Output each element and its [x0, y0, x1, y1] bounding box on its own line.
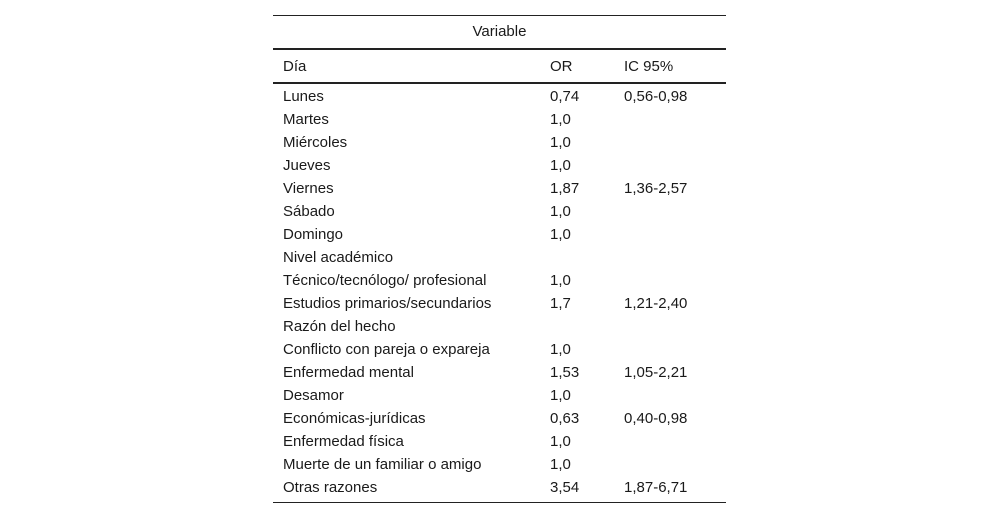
cell-variable: Viernes	[283, 180, 334, 197]
table-caption: Variable	[472, 23, 527, 40]
cell-or: 1,0	[550, 203, 571, 220]
header-variable: Día	[283, 57, 307, 75]
cell-or: 1,0	[550, 272, 571, 289]
cell-variable: Martes	[283, 111, 329, 128]
cell-variable: Miércoles	[283, 134, 348, 151]
odds-ratio-table	[273, 15, 726, 503]
cell-variable: Enfermedad mental	[283, 364, 414, 381]
table-row	[273, 384, 726, 407]
cell-or: 1,0	[550, 111, 571, 128]
table-row	[273, 269, 726, 292]
table-row	[273, 154, 726, 177]
cell-or: 1,0	[550, 387, 571, 404]
cell-or: 1,0	[550, 456, 571, 473]
table-row	[273, 85, 726, 108]
cell-variable: Otras razones	[283, 479, 378, 496]
cell-variable: Conflicto con pareja o expareja	[283, 341, 490, 358]
table-row	[273, 246, 726, 269]
table-header-row	[273, 50, 726, 82]
cell-variable: Económicas-jurídicas	[283, 410, 426, 427]
cell-variable: Nivel académico	[283, 249, 394, 266]
cell-or: 1,87	[550, 180, 580, 197]
cell-or: 0,74	[550, 88, 580, 105]
table-row	[273, 177, 726, 200]
table-row	[273, 338, 726, 361]
cell-or: 1,0	[550, 134, 571, 151]
header-ic: IC 95%	[624, 57, 674, 75]
cell-or: 1,0	[550, 157, 571, 174]
cell-ic: 1,36-2,57	[624, 180, 688, 197]
cell-variable: Jueves	[283, 157, 331, 174]
cell-variable: Sábado	[283, 203, 335, 220]
table-row	[273, 315, 726, 338]
cell-or: 3,54	[550, 479, 580, 496]
cell-ic: 1,05-2,21	[624, 364, 688, 381]
cell-ic: 1,87-6,71	[624, 479, 688, 496]
cell-variable: Muerte de un familiar o amigo	[283, 456, 482, 473]
cell-ic: 1,21-2,40	[624, 295, 688, 312]
table-row	[273, 292, 726, 315]
table-row	[273, 200, 726, 223]
header-or: OR	[550, 57, 573, 75]
cell-variable: Enfermedad física	[283, 433, 404, 450]
cell-variable: Técnico/tecnólogo/ profesional	[283, 272, 487, 289]
cell-or: 1,0	[550, 433, 571, 450]
cell-variable: Lunes	[283, 88, 324, 105]
table-row	[273, 131, 726, 154]
table-row	[273, 430, 726, 453]
cell-or: 1,53	[550, 364, 580, 381]
table-row	[273, 223, 726, 246]
cell-or: 1,7	[550, 295, 571, 312]
cell-ic: 0,40-0,98	[624, 410, 688, 427]
cell-variable: Desamor	[283, 387, 344, 404]
cell-variable: Estudios primarios/secundarios	[283, 295, 492, 312]
cell-or: 0,63	[550, 410, 580, 427]
cell-or: 1,0	[550, 341, 571, 358]
table-row	[273, 453, 726, 476]
cell-ic: 0,56-0,98	[624, 88, 688, 105]
bottom-rule	[273, 502, 726, 503]
table-body	[273, 84, 726, 502]
table-row	[273, 476, 726, 499]
cell-or: 1,0	[550, 226, 571, 243]
table-row	[273, 361, 726, 384]
cell-variable: Razón del hecho	[283, 318, 396, 335]
table-row	[273, 407, 726, 430]
table-row	[273, 108, 726, 131]
cell-variable: Domingo	[283, 226, 344, 243]
